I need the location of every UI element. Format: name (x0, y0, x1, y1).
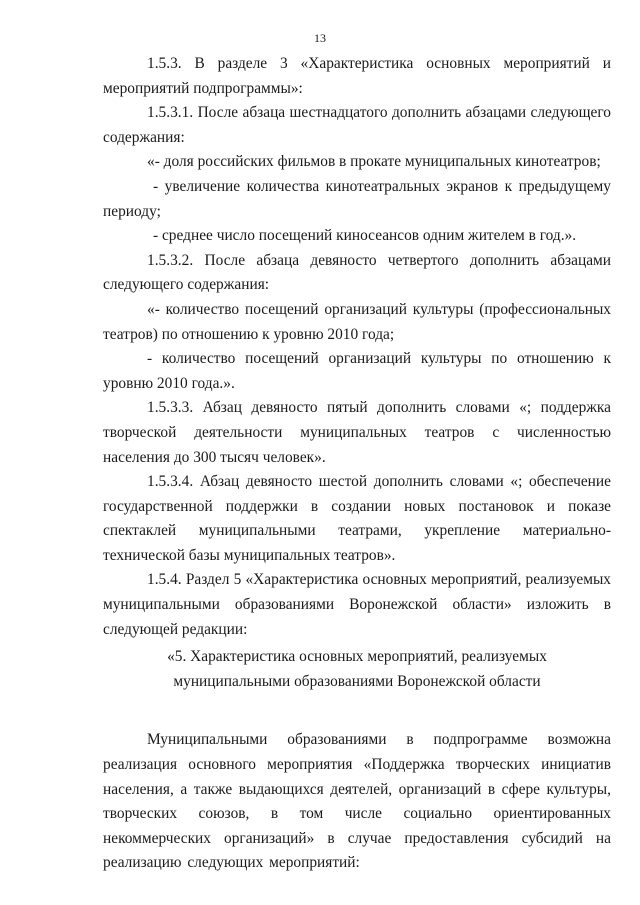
paragraph: 1.5.3.1. После абзаца шестнадцатого дополнить абзацами следующего содержания: (103, 104, 611, 146)
list-item: - увеличение количества кинотеатральных экранов к предыдущему периоду; (103, 177, 611, 220)
paragraph: 1.5.3.3. Абзац девяносто пятый дополнить словами «; поддержка творческой деятельности муниципальных театров с численностью населения до 300 тысяч человек». (103, 399, 611, 466)
list-item: - среднее число посещений киносеансов одним жителем в год.». (153, 227, 577, 245)
paragraph: 1.5.3.2. После абзаца девяносто четвертого дополнить абзацами следующего содержания: (103, 251, 611, 294)
list-item: «- доля российских фильмов в прокате муниципальных кинотеатров; (147, 153, 601, 171)
paragraph: 1.5.4. Раздел 5 «Характеристика основных мероприятий, реализуемых муниципальными образованиями Воронежской области» изложить в следующей редакции: (103, 571, 611, 638)
paragraph: 1.5.3.4. Абзац девяносто шестой дополнить словами «; обеспечение государственной поддержки в создании новых постановок и показе спектаклей муниципальными театрами, укрепление материально-технической базы муниципальных театров». (103, 473, 611, 564)
paragraph: 1.5.3. В разделе 3 «Характеристика основных мероприятий и мероприятий подпрограммы»: (103, 55, 611, 97)
page-number: 13 (314, 31, 326, 45)
spacer (103, 694, 611, 728)
list-item: - количество посещений организаций культуры по отношению к уровню 2010 года.». (103, 350, 611, 392)
section-heading-line-1: «5. Характеристика основных мероприятий, реализуемых (167, 648, 547, 666)
section-heading (103, 645, 611, 694)
list-item: «- количество посещений организаций культуры (профессиональных театров) по отношению к уровню 2010 года; (103, 300, 611, 343)
paragraph: Муниципальными образованиями в подпрограмме возможна реализация основного мероприятия «Поддержка творческих инициатив населения, а также выдающихся деятелей, организаций в сфере культуры, творческих союзов, в том числе социально ориентированных некоммерческих организаций» в случае предоставления субсидий на реализацию следующих мероприятий: (103, 731, 611, 872)
document-body (103, 52, 611, 876)
section-heading-line-2: муниципальными образованиями Воронежской области (173, 672, 541, 690)
